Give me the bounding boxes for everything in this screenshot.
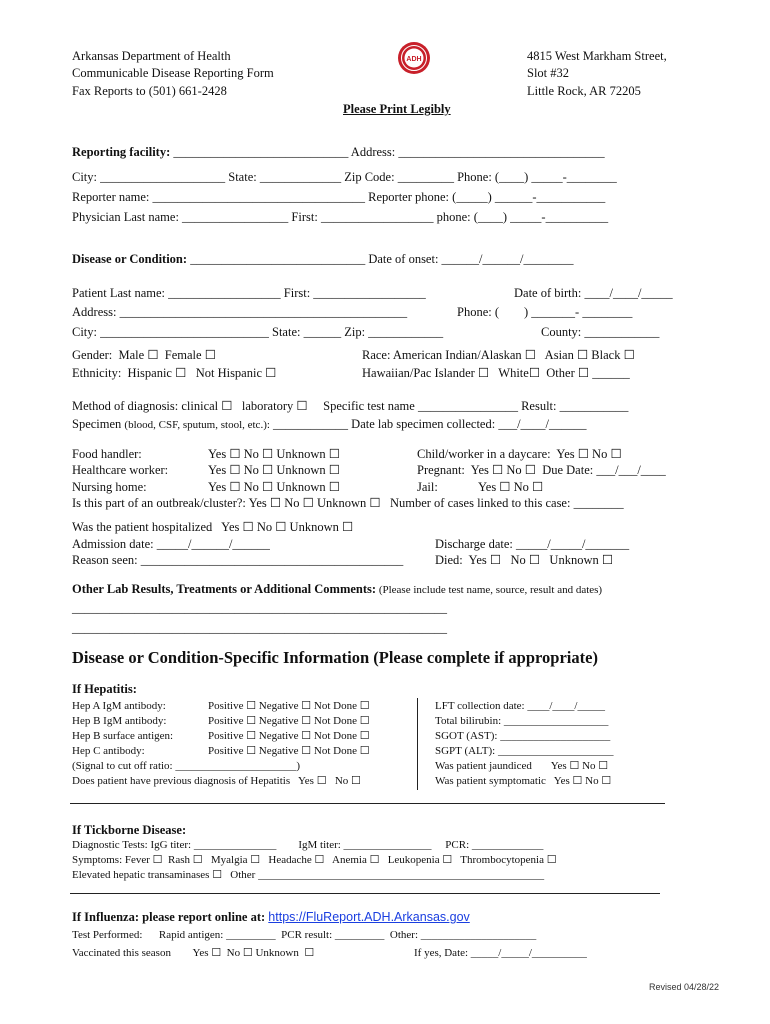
hospitalized-options[interactable]: Was the patient hospitalized Yes ☐ No ☐ Unknown ☐	[72, 520, 354, 534]
specimen-label: Specimen	[72, 417, 125, 431]
reporting-facility-label: Reporting facility:	[72, 145, 171, 159]
patient-dob[interactable]: Date of birth: ____/____/_____	[514, 286, 673, 300]
influenza-line	[72, 910, 470, 925]
hep-a-label: Hep A IgM antibody:	[72, 700, 166, 712]
specimen-examples: (blood, CSF, sputum, stool, etc.):	[124, 419, 270, 431]
symptomatic-options[interactable]: Was patient symptomatic Yes ☐ No ☐	[435, 775, 612, 787]
reason-seen[interactable]: Reason seen: __________________________________________	[72, 553, 404, 567]
nursing-home-label: Nursing home:	[72, 480, 147, 494]
other-results-line	[72, 582, 602, 598]
address-street: 4815 West Markham Street,	[527, 49, 667, 63]
facility-city-line[interactable]: City: ____________________ State: _____________ Zip Code: _________ Phone: (____) _____-________	[72, 170, 617, 184]
hep-b-igm-options[interactable]: Positive ☐ Negative ☐ Not Done ☐	[208, 715, 370, 727]
diagnosis-method-line[interactable]: Method of diagnosis: clinical ☐ laboratory ☐ Specific test name ________________ Result: ___________	[72, 399, 629, 413]
comments-blank-2[interactable]: ____________________________________________________________	[72, 621, 447, 635]
tickborne-other[interactable]: Elevated hepatic transaminases ☐ Other ____________________________________________________	[72, 869, 545, 881]
comments-blank-1[interactable]: ____________________________________________________________	[72, 601, 447, 615]
address-slot: Slot #32	[527, 66, 570, 80]
gender-options[interactable]: Gender: Male ☐ Female ☐	[72, 348, 216, 362]
healthcare-worker-label: Healthcare worker:	[72, 463, 169, 477]
disease-line	[72, 252, 574, 267]
hepatitis-divider	[417, 698, 418, 790]
nursing-home-options[interactable]: Yes ☐ No ☐ Unknown ☐	[208, 480, 341, 494]
physician-line[interactable]: Physician Last name: _________________ First: __________________ phone: (____) _____-__________	[72, 210, 609, 224]
sgot-ast[interactable]: SGOT (AST): ____________________	[435, 730, 611, 742]
hep-b-igm-label: Hep B IgM antibody:	[72, 715, 167, 727]
signal-ratio-field[interactable]: (Signal to cut off ratio: ______________________)	[72, 760, 301, 772]
patient-address[interactable]: Address: ______________________________________________	[72, 305, 408, 319]
other-results-note: (Please include test name, source, result and dates)	[376, 584, 603, 596]
hep-b-surface-label: Hep B surface antigen:	[72, 730, 174, 742]
hep-c-options[interactable]: Positive ☐ Negative ☐ Not Done ☐	[208, 745, 370, 757]
patient-phone[interactable]: Phone: ( ) _______- ________	[457, 305, 633, 319]
tickborne-title: If Tickborne Disease:	[72, 823, 187, 837]
healthcare-worker-options[interactable]: Yes ☐ No ☐ Unknown ☐	[208, 463, 341, 477]
adh-seal-icon	[397, 41, 431, 75]
flureport-link[interactable]: https://FluReport.ADH.Arkansas.gov	[268, 910, 470, 924]
jaundiced-options[interactable]: Was patient jaundiced Yes ☐ No ☐	[435, 760, 609, 772]
facility-address-fields[interactable]: ____________________________ Address: _________________________________	[170, 145, 605, 159]
fax-number: Fax Reports to (501) 661-2428	[72, 84, 227, 98]
admission-date[interactable]: Admission date: _____/______/______	[72, 537, 270, 551]
patient-name-line[interactable]: Patient Last name: __________________ First: __________________	[72, 286, 426, 300]
specimen-line[interactable]	[72, 417, 587, 433]
influenza-tests[interactable]: Test Performed: Rapid antigen: _________ PCR result: _________ Other: _____________________	[72, 929, 537, 941]
race-options-1[interactable]: Race: American Indian/Alaskan ☐ Asian ☐ Black ☐	[362, 348, 635, 362]
previous-hepatitis-options[interactable]: Does patient have previous diagnosis of Hepatitis Yes ☐ No ☐	[72, 775, 361, 787]
facility-line-1	[72, 145, 605, 160]
address-city: Little Rock, AR 72205	[527, 84, 641, 98]
patient-city-line[interactable]: City: ___________________________ State: ______ Zip: ____________	[72, 325, 444, 339]
section-divider-2	[70, 893, 660, 894]
reporter-line[interactable]: Reporter name: __________________________________ Reporter phone: (_____) ______-___________	[72, 190, 606, 204]
race-options-2[interactable]: Hawaiian/Pac Islander ☐ White☐ Other ☐ ______	[362, 366, 630, 380]
jail-options[interactable]: Jail: Yes ☐ No ☐	[417, 480, 544, 494]
pregnant-options[interactable]: Pregnant: Yes ☐ No ☐ Due Date: ___/___/____	[417, 463, 666, 477]
vaccinated-options[interactable]: Vaccinated this season Yes ☐ No ☐ Unknown ☐	[72, 947, 315, 959]
total-bilirubin[interactable]: Total bilirubin: ___________________	[435, 715, 609, 727]
hep-a-options[interactable]: Positive ☐ Negative ☐ Not Done ☐	[208, 700, 370, 712]
discharge-date[interactable]: Discharge date: _____/_____/_______	[435, 537, 630, 551]
vaccination-date[interactable]: If yes, Date: _____/_____/__________	[414, 947, 587, 959]
food-handler-label: Food handler:	[72, 447, 142, 461]
influenza-title: If Influenza: please report online at:	[72, 910, 269, 924]
agency-name: Arkansas Department of Health	[72, 49, 231, 63]
form-title: Communicable Disease Reporting Form	[72, 66, 274, 80]
section-divider-1	[70, 803, 665, 804]
specimen-fields[interactable]: ____________ Date lab specimen collected: ___/____/______	[269, 417, 587, 431]
specific-info-title: Disease or Condition-Specific Information (Please complete if appropriate)	[72, 648, 598, 667]
other-results-label: Other Lab Results, Treatments or Additional Comments:	[72, 582, 377, 596]
hep-c-label: Hep C antibody:	[72, 745, 145, 757]
hep-b-surface-options[interactable]: Positive ☐ Negative ☐ Not Done ☐	[208, 730, 370, 742]
tickborne-symptoms[interactable]: Symptoms: Fever ☐ Rash ☐ Myalgia ☐ Headache ☐ Anemia ☐ Leukopenia ☐ Thrombocytopenia ☐	[72, 854, 557, 866]
ethnicity-options[interactable]: Ethnicity: Hispanic ☐ Not Hispanic ☐	[72, 366, 277, 380]
food-handler-options[interactable]: Yes ☐ No ☐ Unknown ☐	[208, 447, 341, 461]
disease-label: Disease or Condition:	[72, 252, 188, 266]
print-legibly-note: Please Print Legibly	[343, 102, 451, 116]
hepatitis-title: If Hepatitis:	[72, 682, 137, 696]
died-options[interactable]: Died: Yes ☐ No ☐ Unknown ☐	[435, 553, 614, 567]
patient-county[interactable]: County: ____________	[541, 325, 660, 339]
tickborne-tests[interactable]: Diagnostic Tests: IgG titer: _______________ IgM titer: ________________ PCR: _____________	[72, 839, 544, 851]
sgpt-alt[interactable]: SGPT (ALT): _____________________	[435, 745, 614, 757]
disease-fields[interactable]: ____________________________ Date of onset: ______/______/________	[187, 252, 574, 266]
lft-date[interactable]: LFT collection date: ____/____/_____	[435, 700, 605, 712]
daycare-options[interactable]: Child/worker in a daycare: Yes ☐ No ☐	[417, 447, 622, 461]
revised-date: Revised 04/28/22	[649, 982, 720, 992]
logo-text: ADH	[406, 56, 422, 63]
outbreak-line[interactable]: Is this part of an outbreak/cluster?: Yes ☐ No ☐ Unknown ☐ Number of cases linked to this case: ________	[72, 496, 624, 510]
